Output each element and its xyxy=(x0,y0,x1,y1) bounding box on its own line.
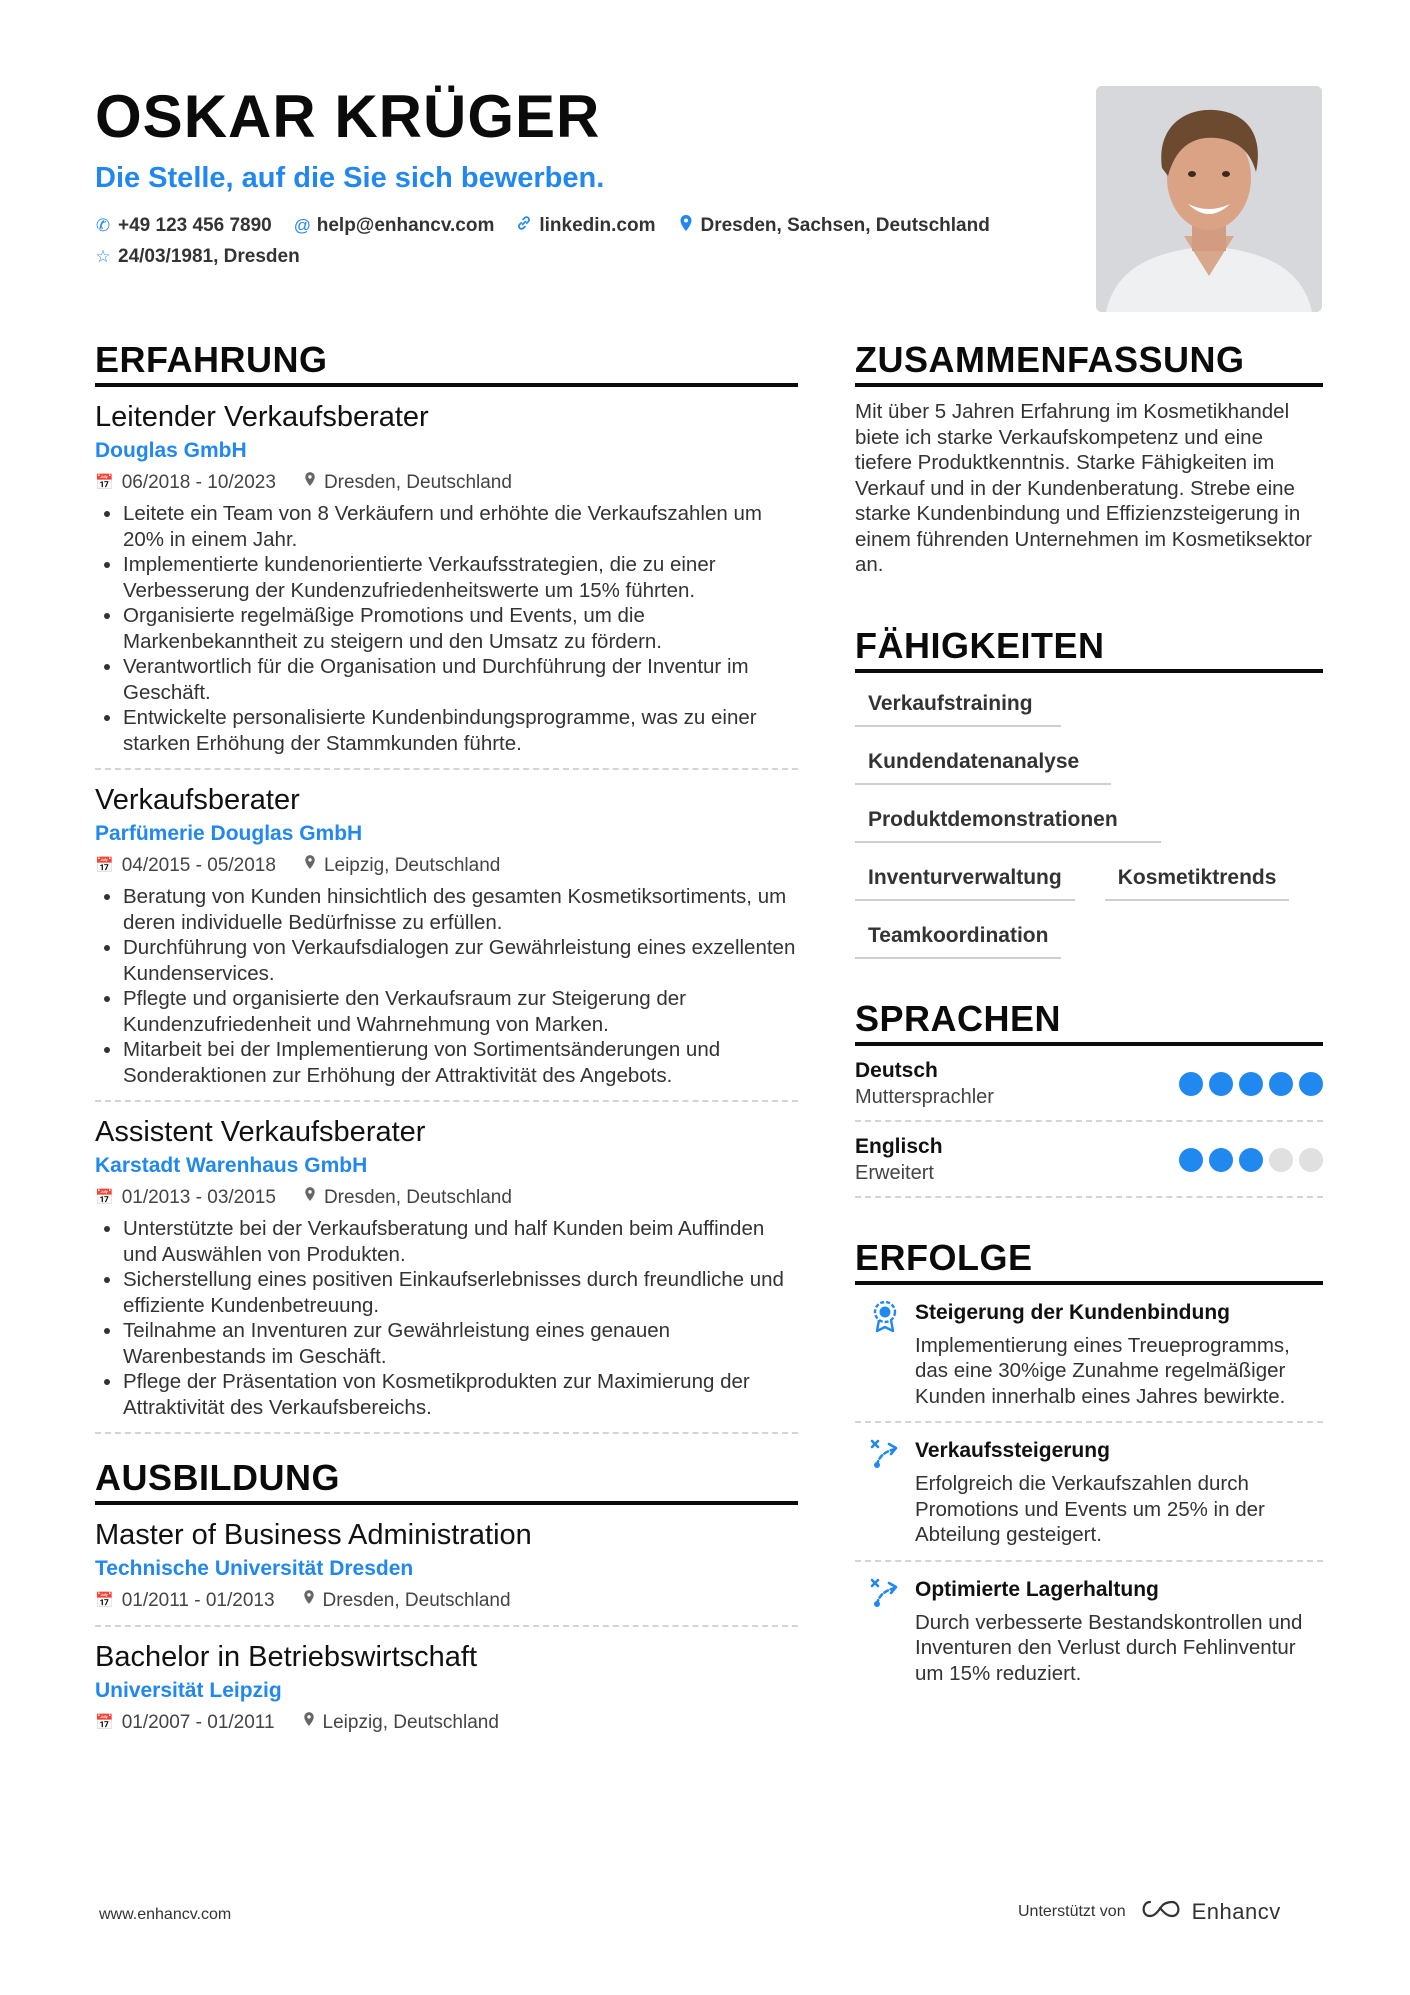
degree-title: Bachelor in Betriebswirtschaft xyxy=(95,1641,477,1673)
education-dates: 01/2007 - 01/2011 xyxy=(121,1712,275,1733)
experience-item xyxy=(95,387,798,770)
map-pin-icon xyxy=(304,1186,316,1210)
education-location: Dresden, Deutschland xyxy=(322,1590,511,1611)
map-pin-icon xyxy=(303,1589,315,1613)
bullet-item: • Beratung von Kunden hinsichtlich des gesamten Kosmetiksortiments, um deren individuelle Bedürfnisse zu erfüllen. xyxy=(123,884,798,935)
education-heading: AUSBILDUNG xyxy=(95,1456,798,1505)
experience-item xyxy=(95,770,798,1102)
location-text: Dresden, Sachsen, Deutschland xyxy=(700,215,990,236)
degree-title: Master of Business Administration xyxy=(95,1519,532,1551)
job-bullets xyxy=(95,501,798,756)
calendar-icon: 📅 xyxy=(95,857,114,874)
bullet-item: • Pflegte und organisierte den Verkaufsraum zur Steigerung der Kundenzufriedenheit und Wahrnehmung von Marken. xyxy=(123,986,798,1037)
job-dates: 04/2015 - 05/2018 xyxy=(121,855,276,876)
calendar-icon: 📅 xyxy=(95,474,114,491)
job-role: Verkaufsberater xyxy=(95,784,300,816)
bullet-item: • Organisierte regelmäßige Promotions und Events, um die Markenbekanntheit zu steigern und den Umsatz zu fördern. xyxy=(123,603,798,654)
job-bullets xyxy=(95,1216,798,1420)
rating-dot-filled xyxy=(1299,1072,1323,1096)
language-name: Englisch xyxy=(855,1134,943,1158)
achievement-title: Steigerung der Kundenbindung xyxy=(915,1300,1230,1324)
skill-tag: Inventurverwaltung xyxy=(855,865,1075,901)
company-name: Parfümerie Douglas GmbH xyxy=(95,822,363,845)
map-pin-icon xyxy=(303,1711,315,1735)
language-rating xyxy=(1179,1072,1323,1096)
bullet-item: • Pflege der Präsentation von Kosmetikprodukten zur Maximierung der Attraktivität des Verkaufsbereichs. xyxy=(123,1369,798,1420)
footer-website[interactable]: www.enhancv.com xyxy=(99,1906,232,1923)
calendar-icon: 📅 xyxy=(95,1592,114,1609)
contact-list xyxy=(95,214,1095,268)
job-bullets xyxy=(95,884,798,1088)
job-role: Leitender Verkaufsberater xyxy=(95,401,429,433)
birth-text: 24/03/1981, Dresden xyxy=(118,246,300,267)
contact-linkedin[interactable] xyxy=(516,214,655,238)
skill-tag: Teamkoordination xyxy=(855,923,1061,959)
company-name: Douglas GmbH xyxy=(95,439,247,462)
brand-name: Enhancv xyxy=(1191,1898,1281,1924)
map-pin-icon xyxy=(304,854,316,878)
at-icon: @ xyxy=(293,216,312,235)
bullet-item: • Verantwortlich für die Organisation und Durchführung der Inventur im Geschäft. xyxy=(123,654,798,705)
rating-dot-filled xyxy=(1179,1148,1203,1172)
skill-tag: Kundendatenanalyse xyxy=(855,749,1111,785)
map-pin-icon xyxy=(678,214,694,238)
summary-text: Mit über 5 Jahren Erfahrung im Kosmetikhandel biete ich starke Verkaufskompetenz und eine tiefere Produktkenntnis. Starke Fähigkeiten im Verkauf und in der Kundenberatung. Strebe eine starke Kundenbindung und Effizienzsteigerung in einem führenden Unternehmen im Kosmetiksektor an. xyxy=(855,400,1312,576)
bullet-item: • Unterstützte bei der Verkaufsberatung und half Kunden beim Auffinden und Auswählen von Produkten. xyxy=(123,1216,798,1267)
rating-dot-filled xyxy=(1269,1072,1293,1096)
experience-item xyxy=(95,1102,798,1434)
map-pin-icon xyxy=(304,471,316,495)
bullet-item: • Implementierte kundenorientierte Verkaufsstrategien, die zu einer Verbesserung der Kundenzufriedenheitswerte um 15% führten. xyxy=(123,552,798,603)
achievement-item xyxy=(855,1562,1323,1699)
job-role: Assistent Verkaufsberater xyxy=(95,1116,426,1148)
job-location: Leipzig, Deutschland xyxy=(323,855,501,876)
skills-heading: FÄHIGKEITEN xyxy=(855,624,1323,673)
contact-birth xyxy=(95,246,300,268)
bullet-item: • Mitarbeit bei der Implementierung von Sortimentsänderungen und Sonderaktionen zur Erhöhung der Attraktivität des Angebots. xyxy=(123,1037,798,1088)
achievement-text: Erfolgreich die Verkaufszahlen durch Promotions und Events um 25% in der Abteilung gesteigert. xyxy=(915,1472,1265,1546)
powered-by-label: Unterstützt von xyxy=(1018,1902,1126,1920)
footer-branding[interactable] xyxy=(1018,1898,1281,1925)
rating-dot-empty xyxy=(1269,1148,1293,1172)
experience-heading: ERFAHRUNG xyxy=(95,338,798,387)
job-title: Die Stelle, auf die Sie sich bewerben. xyxy=(95,162,605,194)
school-name: Universität Leipzig xyxy=(95,1679,282,1702)
skill-tag: Kosmetiktrends xyxy=(1105,865,1290,901)
email-text: help@enhancv.com xyxy=(316,215,495,236)
rating-dot-filled xyxy=(1179,1072,1203,1096)
skill-tag: Produktdemonstrationen xyxy=(855,807,1161,843)
bullet-item: • Leitete ein Team von 8 Verkäufern und erhöhte die Verkaufszahlen um 20% in einem Jahr. xyxy=(123,501,798,552)
contact-location xyxy=(678,214,990,238)
bullet-item: • Entwickelte personalisierte Kundenbindungsprogramme, was zu einer starken Erhöhung der Stammkunden führte. xyxy=(123,705,798,756)
job-meta xyxy=(95,1186,798,1210)
left-column xyxy=(95,338,798,1747)
job-location: Dresden, Deutschland xyxy=(323,1187,512,1208)
candidate-name: OSKAR KRÜGER xyxy=(95,83,601,150)
link-icon xyxy=(516,215,532,237)
achievement-text: Implementierung eines Treueprogramms, das eine 30%ige Zunahme regelmäßiger Kunden innerhalb eines Jahres bewirkte. xyxy=(915,1333,1290,1408)
job-dates: 01/2013 - 03/2015 xyxy=(121,1187,276,1208)
skill-tag: Verkaufstraining xyxy=(855,691,1061,727)
rating-dot-filled xyxy=(1209,1072,1233,1096)
company-name: Karstadt Warenhaus GmbH xyxy=(95,1154,368,1177)
languages-heading: SPRACHEN xyxy=(855,997,1323,1046)
language-name: Deutsch xyxy=(855,1058,938,1082)
achievement-text: Durch verbesserte Bestandskontrollen und Inventuren den Verlust durch Fehlinventur um 15% reduziert. xyxy=(915,1610,1303,1685)
job-meta xyxy=(95,854,798,878)
language-item xyxy=(855,1122,1323,1198)
education-item xyxy=(95,1505,798,1627)
rating-dot-filled xyxy=(1209,1148,1233,1172)
language-rating xyxy=(1179,1148,1323,1172)
job-meta xyxy=(95,471,798,495)
contact-phone[interactable] xyxy=(95,214,272,238)
linkedin-text: linkedin.com xyxy=(539,215,656,236)
job-dates: 06/2018 - 10/2023 xyxy=(121,472,276,493)
calendar-icon: 📅 xyxy=(95,1189,114,1206)
bullet-item: • Teilnahme an Inventuren zur Gewährleistung eines genauen Warenbestands im Geschäft. xyxy=(123,1318,798,1369)
education-meta xyxy=(95,1711,798,1735)
phone-text: +49 123 456 7890 xyxy=(118,215,272,236)
summary-heading: ZUSAMMENFASSUNG xyxy=(855,338,1323,387)
education-meta xyxy=(95,1589,798,1613)
strategy-icon xyxy=(855,1437,915,1548)
enhancv-logo-icon xyxy=(1138,1898,1184,1925)
bullet-item: • Durchführung von Verkaufsdialogen zur Gewährleistung eines exzellenten Kundenservices. xyxy=(123,935,798,986)
achievement-title: Optimierte Lagerhaltung xyxy=(915,1577,1159,1601)
language-level: Erweitert xyxy=(855,1161,934,1184)
award-icon xyxy=(855,1299,915,1410)
resume-header xyxy=(95,82,1055,268)
education-location: Leipzig, Deutschland xyxy=(322,1712,499,1733)
bullet-item: • Sicherstellung eines positiven Einkaufserlebnisses durch freundliche und effiziente Kundenbetreuung. xyxy=(123,1267,798,1318)
star-icon: ☆ xyxy=(95,247,111,266)
right-column xyxy=(855,338,1323,1698)
job-location: Dresden, Deutschland xyxy=(323,472,512,493)
achievements-heading: ERFOLGE xyxy=(855,1236,1323,1285)
calendar-icon: 📅 xyxy=(95,1714,114,1731)
profile-photo xyxy=(1096,86,1322,312)
rating-dot-filled xyxy=(1239,1148,1263,1172)
education-item xyxy=(95,1627,798,1747)
school-name: Technische Universität Dresden xyxy=(95,1557,414,1580)
language-level: Muttersprachler xyxy=(855,1085,994,1108)
contact-email[interactable] xyxy=(294,214,495,238)
language-item xyxy=(855,1046,1323,1122)
achievement-item xyxy=(855,1423,1323,1562)
phone-icon: ✆ xyxy=(95,216,111,235)
education-dates: 01/2011 - 01/2013 xyxy=(121,1590,275,1611)
achievement-item xyxy=(855,1285,1323,1424)
rating-dot-empty xyxy=(1299,1148,1323,1172)
strategy-icon xyxy=(855,1576,915,1687)
skills-list xyxy=(855,691,1323,959)
rating-dot-filled xyxy=(1239,1072,1263,1096)
achievement-title: Verkaufssteigerung xyxy=(915,1439,1110,1462)
